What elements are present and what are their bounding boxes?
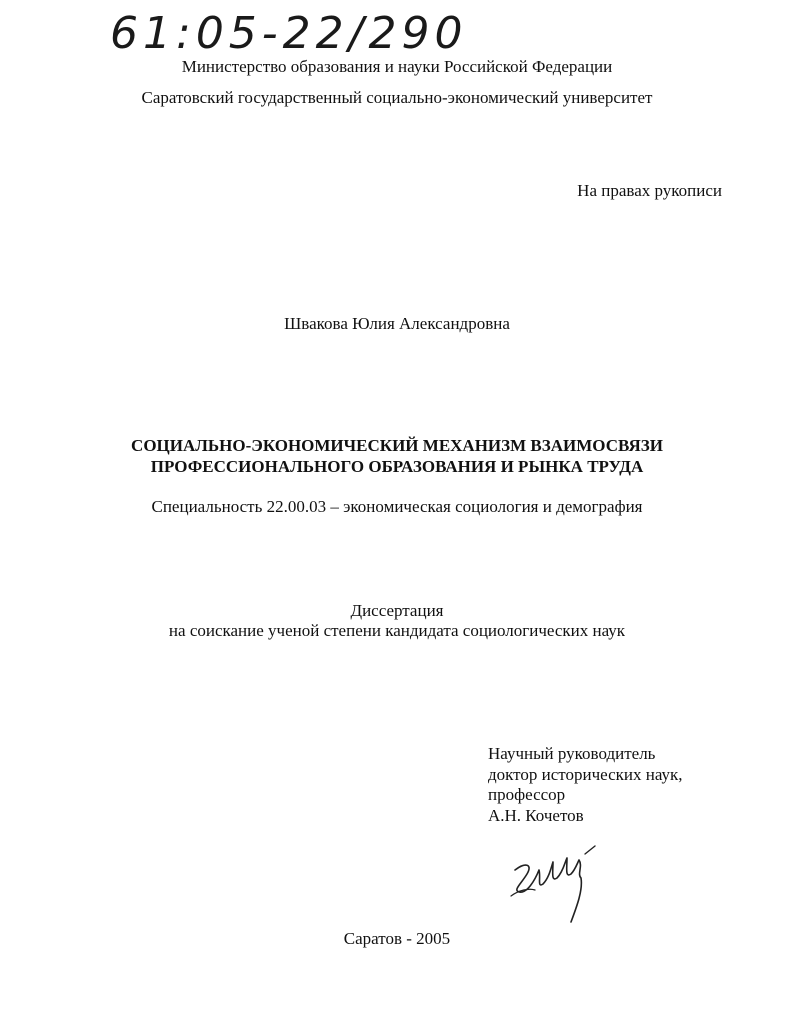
supervisor-rank: профессор <box>488 785 566 804</box>
dissertation-type: Диссертация <box>350 601 444 620</box>
signature-image <box>505 840 600 925</box>
title-line-2: ПРОФЕССИОНАЛЬНОГО ОБРАЗОВАНИЯ И РЫНКА ТРУДА <box>150 457 644 476</box>
supervisor-degree: доктор исторических наук, <box>488 764 683 784</box>
author-name: Швакова Юлия Александровна <box>284 314 510 333</box>
title-line-1: СОЦИАЛЬНО-ЭКОНОМИЧЕСКИЙ МЕХАНИЗМ ВЗАИМОСВЯЗИ <box>131 436 663 455</box>
dissertation-purpose: на соискание ученой степени кандидата социологических наук <box>168 621 626 640</box>
supervisor-role: Научный руководитель <box>488 744 656 763</box>
ministry-name: Министерство образования и науки Российской Федерации <box>181 57 613 76</box>
supervisor-name: А.Н. Кочетов <box>488 805 584 825</box>
university-name: Саратовский государственный социально-экономический университет <box>141 88 653 107</box>
specialty: Специальность 22.00.03 – экономическая социология и демография <box>151 497 643 516</box>
archive-code-handwritten <box>108 4 498 60</box>
archive-code-text: 61:05-22/290 <box>110 8 468 59</box>
manuscript-note: На правах рукописи <box>577 181 722 200</box>
supervisor-block <box>488 744 683 826</box>
place-year: Саратов - 2005 <box>343 929 451 948</box>
